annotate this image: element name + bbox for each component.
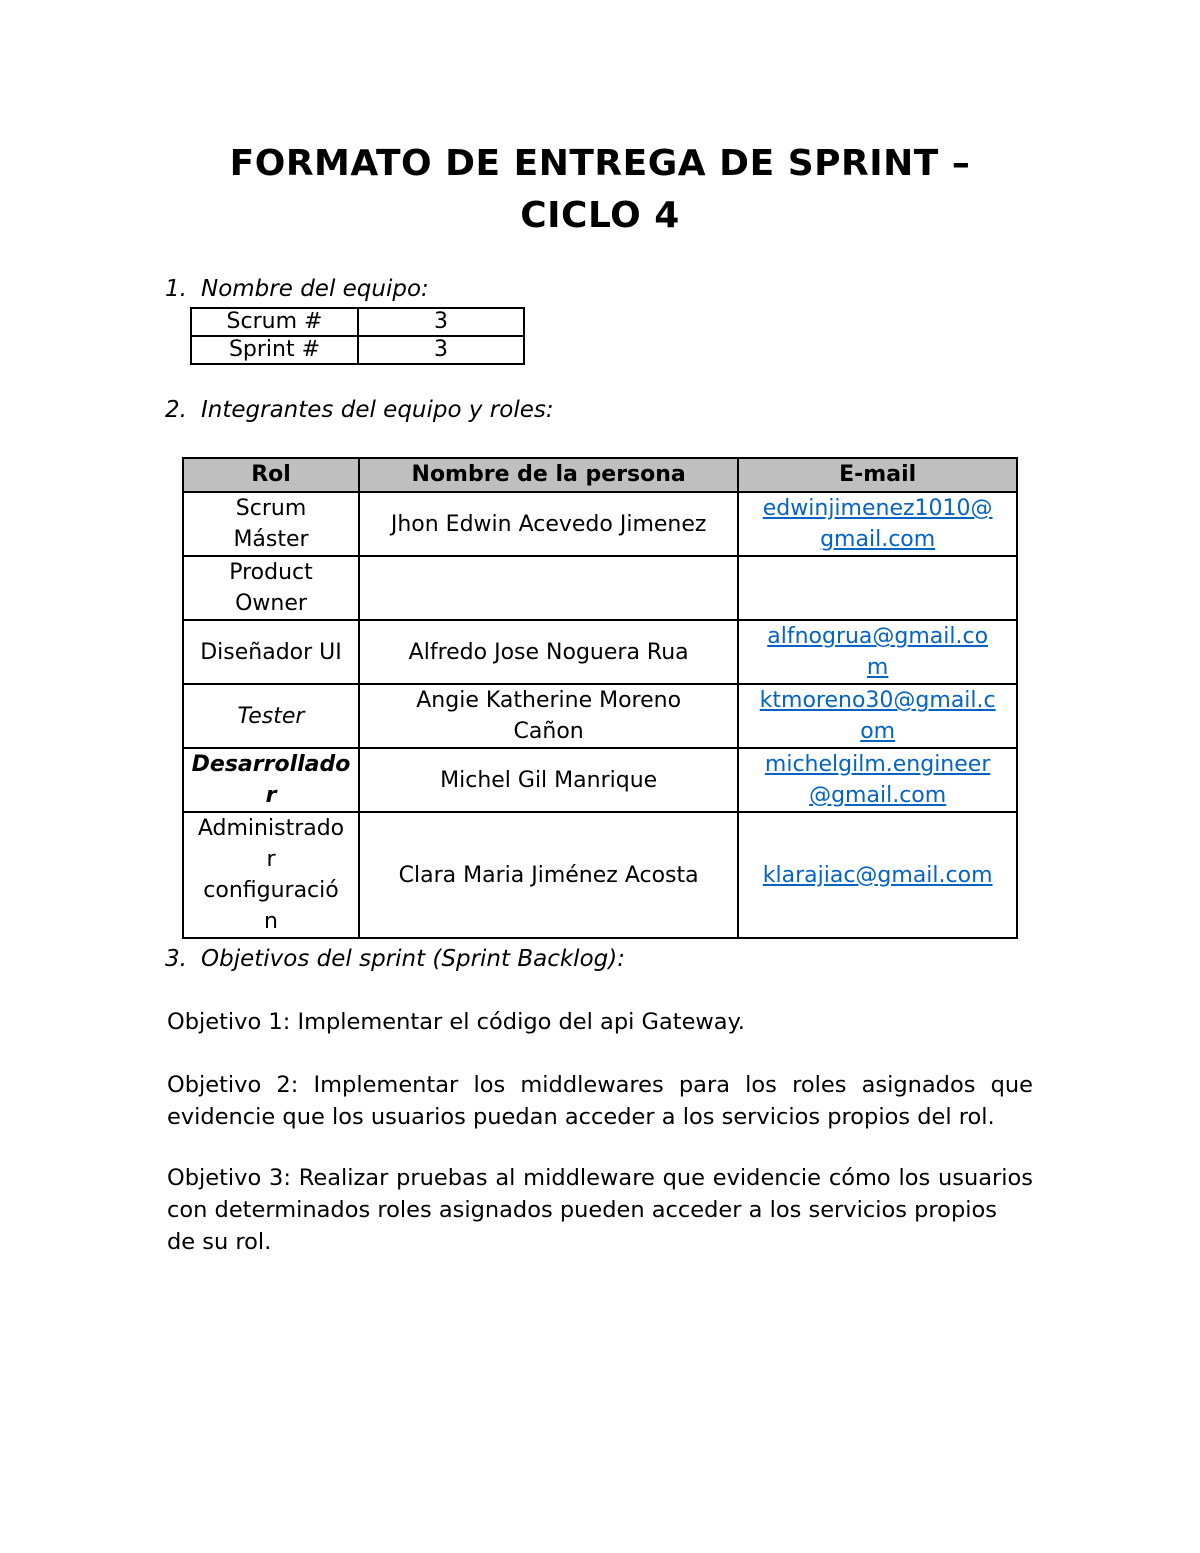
- email-link[interactable]: [745, 749, 1010, 811]
- email-text: michelgilm.engineer: [764, 752, 991, 777]
- email-cell: [738, 492, 1017, 556]
- email-text: m: [866, 655, 889, 680]
- role-text: Desarrollado: [191, 752, 351, 777]
- email-cell: [738, 684, 1017, 748]
- section-label: Objetivos del sprint (Sprint Backlog):: [201, 946, 625, 972]
- email-cell: [738, 748, 1017, 812]
- column-header-rol: Rol: [183, 458, 359, 492]
- section-heading-team-name: [165, 274, 429, 304]
- email-text: ktmoreno30@gmail.c: [759, 688, 996, 713]
- section-number: 2.: [165, 397, 187, 423]
- section-heading-members: [165, 395, 554, 425]
- name-cell: [359, 556, 738, 620]
- role-text: r: [265, 783, 277, 808]
- table-row: [191, 308, 524, 336]
- email-text: alfnogrua@gmail.co: [767, 624, 989, 649]
- name-cell: [359, 684, 738, 748]
- section-heading-objectives: [165, 944, 625, 974]
- name-cell: Michel Gil Manrique: [359, 748, 738, 812]
- page-title-line-1: FORMATO DE ENTREGA DE SPRINT –: [229, 143, 971, 184]
- objective-3-text: Objetivo 3: Realizar pruebas al middleware que evidencie cómo los usuarios con determinados roles asignados pueden acceder a los servicios propios: [167, 1165, 1033, 1223]
- role-text: r: [266, 847, 276, 872]
- role-text: configuració: [203, 878, 339, 903]
- role-text: Product: [229, 560, 313, 585]
- column-header-email: E-mail: [738, 458, 1017, 492]
- table-row: [183, 492, 1017, 556]
- role-text: Máster: [233, 527, 309, 552]
- email-text: om: [860, 719, 896, 744]
- section-number: 1.: [165, 276, 187, 302]
- members-table: [182, 457, 1018, 939]
- email-cell: [738, 556, 1017, 620]
- column-header-name: Nombre de la persona: [359, 458, 738, 492]
- email-link[interactable]: [745, 493, 1010, 555]
- team-table-label: Sprint #: [191, 336, 358, 364]
- role-cell: Diseñador UI: [183, 620, 359, 684]
- email-text: edwinjimenez1010@: [762, 496, 993, 521]
- table-row: [191, 336, 524, 364]
- email-link[interactable]: [745, 685, 1010, 747]
- objective-2: Objetivo 2: Implementar los middlewares para los roles asignados que evidencie que los usuarios puedan acceder a los servicios propios del rol.: [167, 1072, 1033, 1130]
- email-cell: [738, 812, 1017, 938]
- name-cell: Alfredo Jose Noguera Rua: [359, 620, 738, 684]
- role-cell: [183, 492, 359, 556]
- email-cell: [738, 620, 1017, 684]
- team-table-value: 3: [358, 308, 524, 336]
- name-cell: Jhon Edwin Acevedo Jimenez: [359, 492, 738, 556]
- team-table-value: 3: [358, 336, 524, 364]
- objective-1: Objetivo 1: Implementar el código del api Gateway.: [167, 1009, 745, 1035]
- email-link[interactable]: [745, 621, 1010, 683]
- table-row: [183, 748, 1017, 812]
- table-row: [183, 684, 1017, 748]
- email-text: @gmail.com: [809, 783, 947, 808]
- table-row: [183, 812, 1017, 938]
- table-row: [183, 556, 1017, 620]
- role-cell: [183, 748, 359, 812]
- role-text: Owner: [235, 591, 307, 616]
- team-table: [190, 307, 525, 365]
- role-text: Scrum: [235, 496, 307, 521]
- section-label: Nombre del equipo:: [201, 276, 429, 302]
- name-text: Angie Katherine Moreno: [416, 688, 682, 713]
- name-text: Cañon: [513, 719, 584, 744]
- role-cell: Tester: [183, 684, 359, 748]
- email-link[interactable]: klarajiac@gmail.com: [762, 862, 993, 888]
- section-number: 3.: [165, 946, 187, 972]
- role-cell: [183, 812, 359, 938]
- objective-3-text-end: de su rol.: [167, 1229, 272, 1255]
- email-text: gmail.com: [820, 527, 936, 552]
- page-title-line-2: CICLO 4: [520, 195, 680, 236]
- team-table-label: Scrum #: [191, 308, 358, 336]
- table-row: [183, 620, 1017, 684]
- role-text: n: [264, 909, 278, 934]
- role-cell: [183, 556, 359, 620]
- table-header-row: [183, 458, 1017, 492]
- page-title: [150, 138, 1050, 242]
- name-cell: Clara Maria Jiménez Acosta: [359, 812, 738, 938]
- role-text: Administrado: [197, 816, 345, 841]
- objective-3: [167, 1162, 1033, 1258]
- section-label: Integrantes del equipo y roles:: [201, 397, 554, 423]
